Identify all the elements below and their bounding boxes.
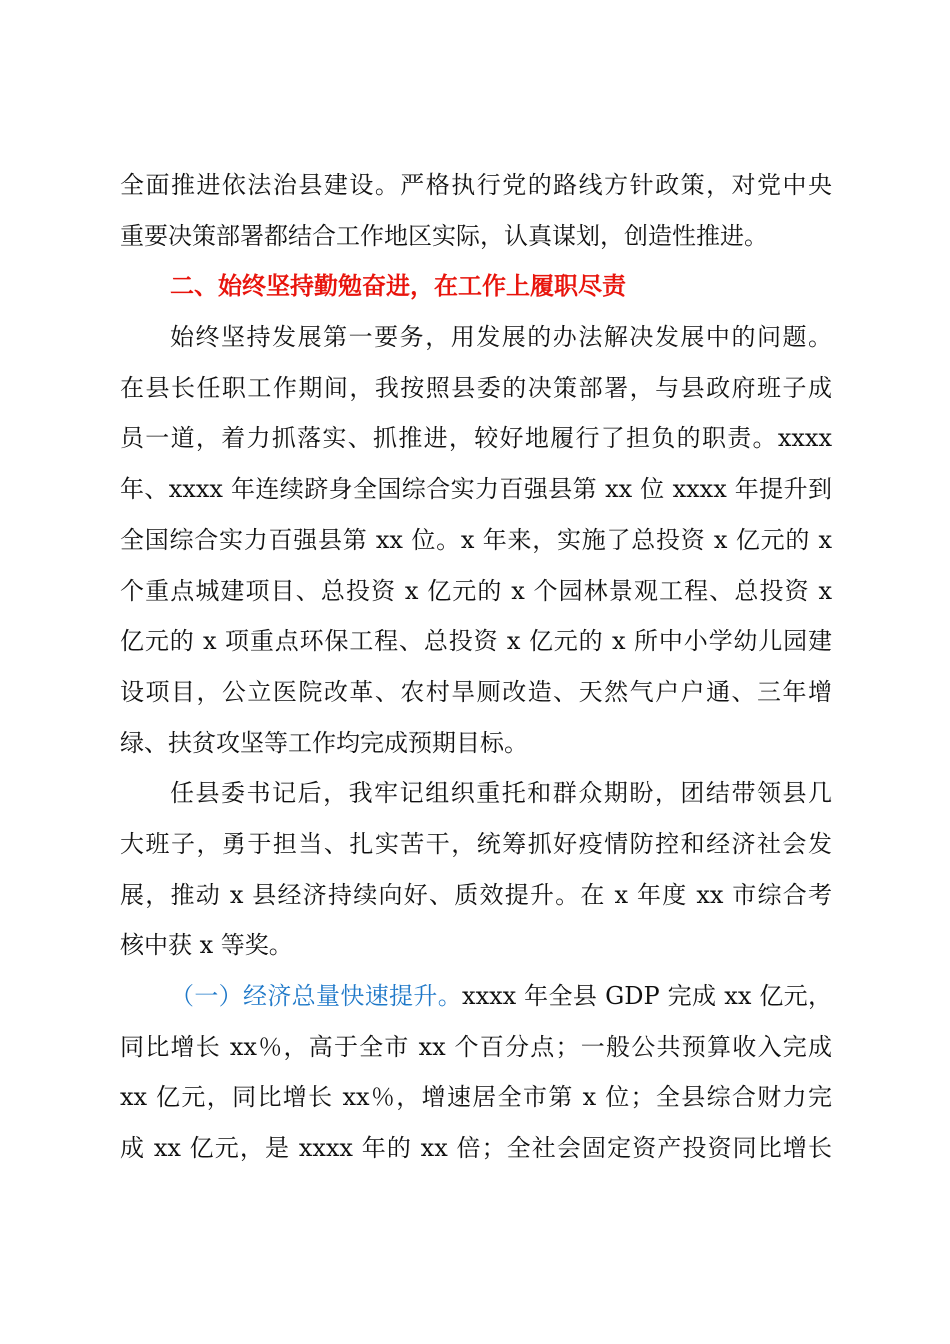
paragraph-line: 展，推动 x 县经济持续向好、质效提升。在 x 年度 xx 市综合考	[120, 880, 832, 909]
paragraph-line: 全面推进依法治县建设。严格执行党的路线方针政策，对党中央	[120, 171, 832, 199]
paragraph-line: 核中获 x 等奖。	[120, 931, 293, 960]
paragraph-line: 始终坚持发展第一要务，用发展的办法解决发展中的问题。	[170, 323, 832, 352]
paragraph-text: xxxx 年全县 GDP 完成 xx 亿元，	[462, 982, 832, 1010]
paragraph-line: 大班子，勇于担当、扎实苦干，统筹抓好疫情防控和经济社会发	[120, 829, 832, 858]
paragraph	[120, 971, 832, 1174]
paragraph-line: 亿元的 x 项重点环保工程、总投资 x 亿元的 x 所中小学幼儿园建	[120, 627, 832, 656]
paragraph-line	[120, 971, 832, 1022]
paragraph-line: xx 亿元，同比增长 xx％，增速居全市第 x 位；全县综合财力完	[120, 1083, 832, 1112]
paragraph-line: 重要决策部署都结合工作地区实际，认真谋划，创造性推进。	[120, 221, 768, 250]
paragraph-line: 在县长任职工作期间，我按照县委的决策部署，与县政府班子成	[120, 373, 832, 402]
section-heading: 二、始终坚持勤勉奋进，在工作上履职尽责	[170, 272, 626, 301]
document-body	[120, 160, 832, 1174]
sub-heading: （一）经济总量快速提升。	[170, 982, 463, 1010]
paragraph-line: 员一道，着力抓落实、抓推进，较好地履行了担负的职责。xxxx	[120, 424, 832, 453]
paragraph-line: 绿、扶贫攻坚等工作均完成预期目标。	[120, 728, 528, 757]
paragraph-line: 同比增长 xx％，高于全市 xx 个百分点；一般公共预算收入完成	[120, 1032, 832, 1061]
paragraph-line: 设项目，公立医院改革、农村旱厕改造、天然气户户通、三年增	[120, 677, 832, 706]
paragraph-line: 全国综合实力百强县第 xx 位。x 年来，实施了总投资 x 亿元的 x	[120, 525, 832, 554]
paragraph-line: 个重点城建项目、总投资 x 亿元的 x 个园林景观工程、总投资 x	[120, 576, 832, 605]
paragraph-line: 成 xx 亿元，是 xxxx 年的 xx 倍；全社会固定资产投资同比增长	[120, 1134, 832, 1163]
paragraph	[120, 768, 832, 971]
paragraph-line: 年、xxxx 年连续跻身全国综合实力百强县第 xx 位 xxxx 年提升到	[120, 475, 832, 504]
paragraph-line: 任县委书记后，我牢记组织重托和群众期盼，团结带领县几	[170, 779, 832, 808]
paragraph	[120, 160, 832, 261]
paragraph	[120, 312, 832, 768]
